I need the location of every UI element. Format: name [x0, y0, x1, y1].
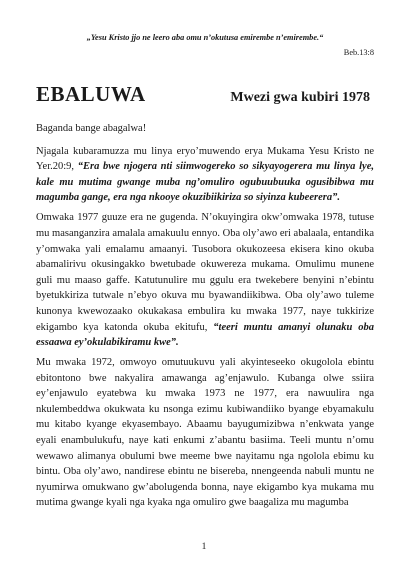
- paragraph-1: [36, 144, 374, 206]
- paragraph-3-text: Mu mwaka 1972, omwoyo omutuukuvu yali akyinteseeko okugolola ebintu ebitontono bwe nakyalira amawanga ag’enjawulo. Kubanga olwe ssiira ey’enjawulo eyatebwa ku mwaka 1973 ne 1977, era nawuulira nga nkulembeddwa okukwata ku nsonga ezimu kubiwandiiko byange ebyamakulu mu kitabo kyange ekyasembayo. Abaamu bayugumizibwa n’enkwata yange eyali enambulukufu, naye kati enkumi z’abantu basiima. Teeli muntu n’omu wewawo alimanya obulumi bwe meeme bwe nayitamu nga ngolola ebimu ku bintu. Oba oly’awo, nandirese ebintu ne bisereba, nnengeenda nabuli muntu ne nyumirwa omukwano gw’abolugenda bonna, naye ekigambo kya mukama mu mutima gwange kyali nga kyaka nga omuliro gwe baagaliza mu magumba: [36, 357, 374, 509]
- letter-body: [36, 121, 374, 515]
- letter-title: EBALUWA: [36, 82, 146, 106]
- epigraph-reference: Beb.13:8: [343, 48, 374, 57]
- letter-heading: [36, 82, 374, 107]
- paragraph-3: [36, 355, 374, 511]
- paragraph-1-text: Njagala kubaramuzza mu linya eryo’muwendo erya Mukama Yesu Kristo ne Yer.20:9,: [36, 145, 374, 173]
- page-number: 1: [201, 542, 207, 552]
- paragraph-1-quote: “Era bwe njogera nti siimwogereko so sikyayogerera mu linya lye, kale mu mutima gwange muba ng’omuliro ogubuubuuka ogusibibwa mu magumba gange, era nga nkooye okuzibiikiriza so siyinza kubeerera”.: [36, 161, 374, 204]
- salutation: Baganda bange abagalwa!: [36, 123, 147, 134]
- epigraph-quote: „Yesu Kristo jjo ne leero aba omu n’okutusa emirembe n’emirembe.“: [86, 33, 324, 42]
- letter-date: Mwezi gwa kubiri 1978: [230, 90, 370, 105]
- paragraph-2-quote: “teeri muntu amanyi olunaku oba essaawa ey’okulabikiramu kwe”.: [36, 321, 374, 349]
- paragraph-2-text: Omwaka 1977 guuze era ne gugenda. N’okuyingira okw’omwaka 1978, tutuse mu masanganzira amalala amakuulu ennyo. Oba oly’awo eri abalaala, entandika y’omwaka yali emalamu amaanyi. Tusobora okukozeesa ekisera kino okuba abamalirivu okusingakko bwetubade okuwereza mukama. Omulimu munene guli mu maaso gaffe. Katutunulire mu ggulu era twekebere benyini n’ebintu byetukkiriza tutwale n’ebyo okuva mu byawandiikibwa. Oba oly’awo tuleme kunonya kwewozaako okukakasa embulira ku mwaka 1977, naye tukkirize ekigambo kya katonda okuba ekitufu,: [36, 212, 374, 333]
- paragraph-2: [36, 210, 374, 350]
